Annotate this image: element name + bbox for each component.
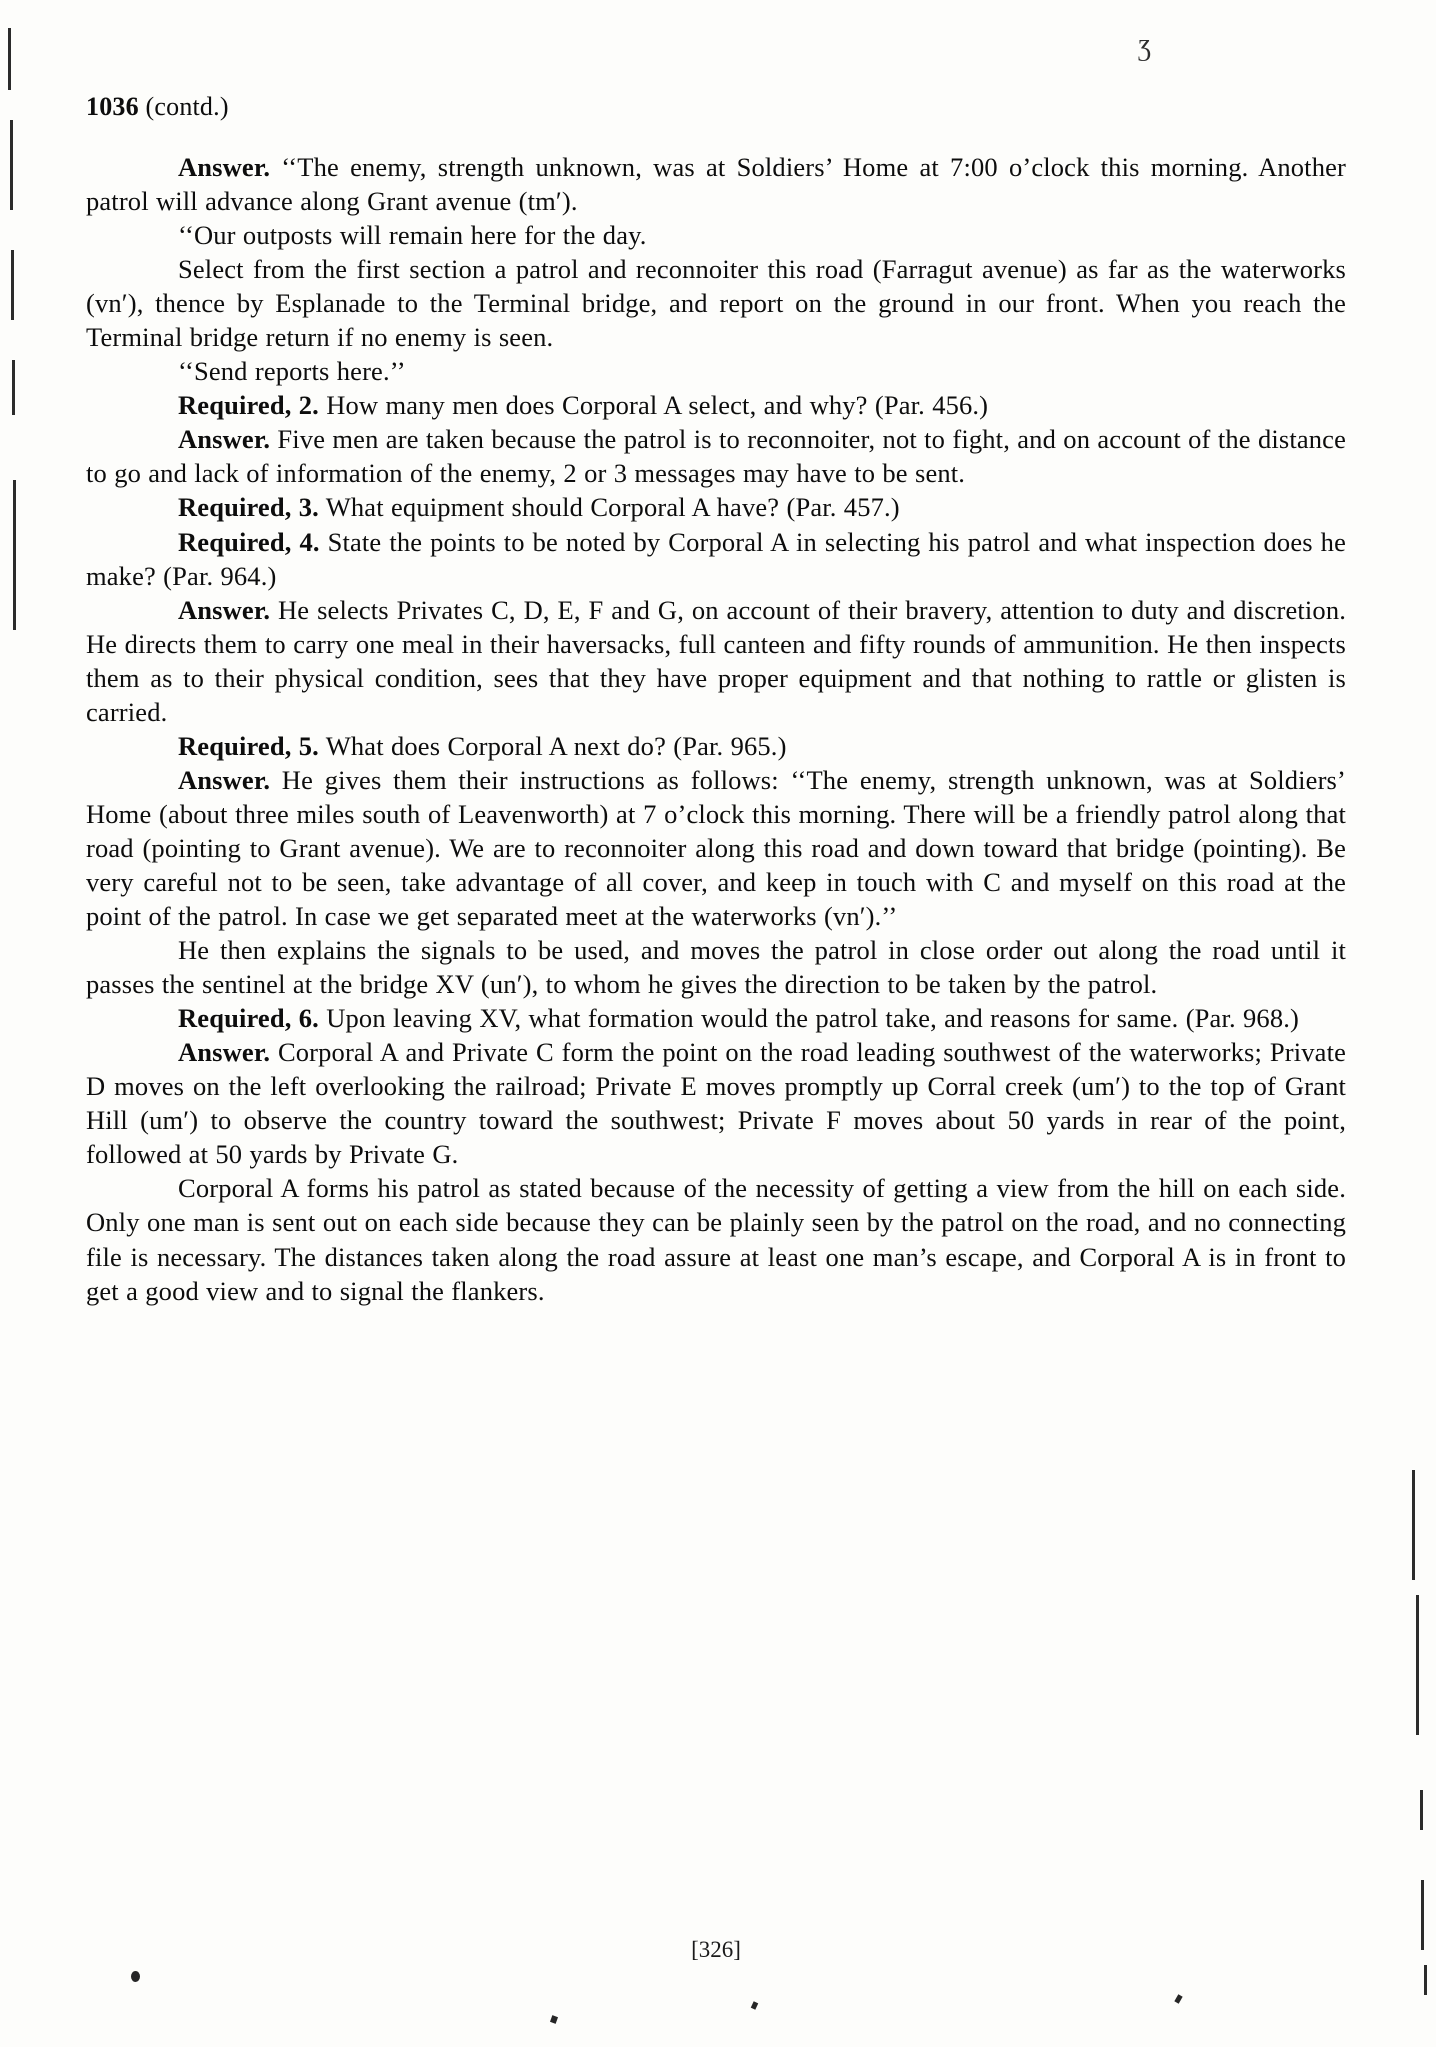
paragraph-text: Corporal A forms his patrol as stated because of the necessity of getting a view from the hill on each side. Only one man is sent out on each side because they can be plainly seen by the patrol on the road, and no connecting file is necessary. The distances taken along the road assure at least one man’s escape, and Corporal A is in front to get a good view and to signal the flankers. [86, 1173, 1346, 1306]
paragraph-text: He selects Privates C, D, E, F and G, on account of their bravery, attention to duty and discretion. He directs them to carry one meal in their haversacks, full canteen and fifty rounds of ammunition. He then inspects them as to their physical condition, sees that they have proper equipment and that nothing to rattle or glisten is carried. [86, 594, 1346, 727]
paragraph-required-2 [86, 388, 1346, 422]
paragraph-lead: Required, 6. [178, 1003, 319, 1034]
paragraph-text: What equipment should Corporal A have? (Par. 457.) [318, 492, 900, 523]
folio: [326] [691, 1937, 741, 1962]
ink-speck [550, 2015, 558, 2024]
paragraph-lead: Required, 3. [178, 492, 319, 523]
ink-speck [131, 1971, 140, 1982]
paragraph-answer-5 [86, 763, 1346, 933]
paragraph-lead: Answer. [178, 1037, 271, 1068]
running-head-number: 1036 [86, 92, 139, 121]
paragraph-text: He gives them their instructions as follows: ‘‘The enemy, strength unknown, was at Soldiers’ Home (about three miles south of Leavenworth) at 7 o’clock this morning. There will be a friendly patrol along that road (pointing to Grant avenue). We are to reconnoiter along this road and down toward that bridge (pointing). Be very careful not to be seen, take advantage of all cover, and keep in touch with C and myself on this road at the point of the patrol. In case we get separated meet at the waterworks (vn′).’’ [86, 764, 1346, 932]
paragraph-text: He then explains the signals to be used, and moves the patrol in close order out along the road until it passes the sentinel at the bridge XV (un′), to whom he gives the direction to be taken by the patrol. [86, 935, 1346, 1000]
paragraph-required-4 [86, 525, 1346, 593]
paragraph-text: ‘‘Send reports here.’’ [178, 356, 406, 387]
paragraph-text: How many men does Corporal A select, and why? (Par. 456.) [318, 390, 989, 421]
edge-artifact [1424, 1965, 1427, 1995]
paragraph-answer-4 [86, 593, 1346, 729]
paragraph-lead: Required, 5. [178, 730, 319, 761]
edge-artifact [1420, 1790, 1423, 1830]
edge-artifact [12, 360, 15, 415]
paragraph-required-3 [86, 490, 1346, 524]
paragraph-required-6 [86, 1001, 1346, 1035]
edge-artifact [1416, 1595, 1419, 1735]
paragraph-lead: Answer. [178, 152, 271, 182]
paragraph-text: ‘‘The enemy, strength unknown, was at Soldiers’ Home at 7:00 o’clock this morning. Another patrol will advance along Grant avenue (tm′). [86, 152, 1346, 217]
paragraph-signals [86, 933, 1346, 1001]
edge-artifact [8, 28, 11, 90]
paragraph-text: What does Corporal A next do? (Par. 965.) [318, 730, 787, 761]
paragraph-text: Select from the first section a patrol and reconnoiter this road (Farragut avenue) as far as the waterworks (vn′), thence by Esplanade to the Terminal bridge, and report on the ground in our front. When you reach the Terminal bridge return if no enemy is seen. [86, 254, 1346, 353]
paragraph-lead: Answer. [178, 594, 271, 625]
edge-artifact [1412, 1470, 1415, 1580]
paragraph-text: State the points to be noted by Corporal A in selecting his patrol and what inspection does he make? (Par. 964.) [86, 526, 1346, 591]
running-head-suffix: (contd.) [145, 92, 229, 121]
paragraph-answer-2 [86, 422, 1346, 490]
paragraph-text: Five men are taken because the patrol is to reconnoiter, not to fight, and on account of the distance to go and lack of information of the enemy, 2 or 3 messages may have to be sent. [86, 424, 1346, 489]
paragraph-text: ‘‘Our outposts will remain here for the day. [178, 220, 647, 251]
paragraph-lead: Required, 2. [178, 390, 319, 421]
paragraph-answer-1 [86, 150, 1346, 218]
paragraph-select-from [86, 252, 1346, 354]
ink-speck [1174, 1994, 1182, 2003]
ink-speck [751, 2001, 758, 2009]
paragraph-formation-reason [86, 1171, 1346, 1307]
paragraph-lead: Required, 4. [178, 526, 320, 557]
edge-artifact [13, 480, 16, 630]
paragraph-answer-6 [86, 1035, 1346, 1171]
edge-artifact [1421, 1880, 1424, 1950]
paragraph-required-5 [86, 729, 1346, 763]
paragraph-outposts [86, 218, 1346, 252]
paragraph-text: Upon leaving XV, what formation would the patrol take, and reasons for same. (Par. 968.) [318, 1003, 1299, 1034]
paragraph-lead: Answer. [178, 424, 271, 455]
edge-artifact [11, 250, 14, 320]
running-head [86, 92, 1346, 122]
edge-artifact [10, 120, 13, 210]
top-scan-mark: Ʒ [1138, 36, 1151, 62]
paragraph-send-reports [86, 354, 1346, 388]
paragraph-lead: Answer. [178, 764, 271, 795]
page-content [86, 92, 1346, 1962]
paragraph-text: Corporal A and Private C form the point on the road leading southwest of the waterworks; Private D moves on the left overlooking the railroad; Private E moves promptly up Corral creek (um′) to the top of Grant Hill (um′) to observe the country toward the southwest; Private F moves about 50 yards in rear of the point, followed at 50 yards by Private G. [86, 1037, 1346, 1170]
